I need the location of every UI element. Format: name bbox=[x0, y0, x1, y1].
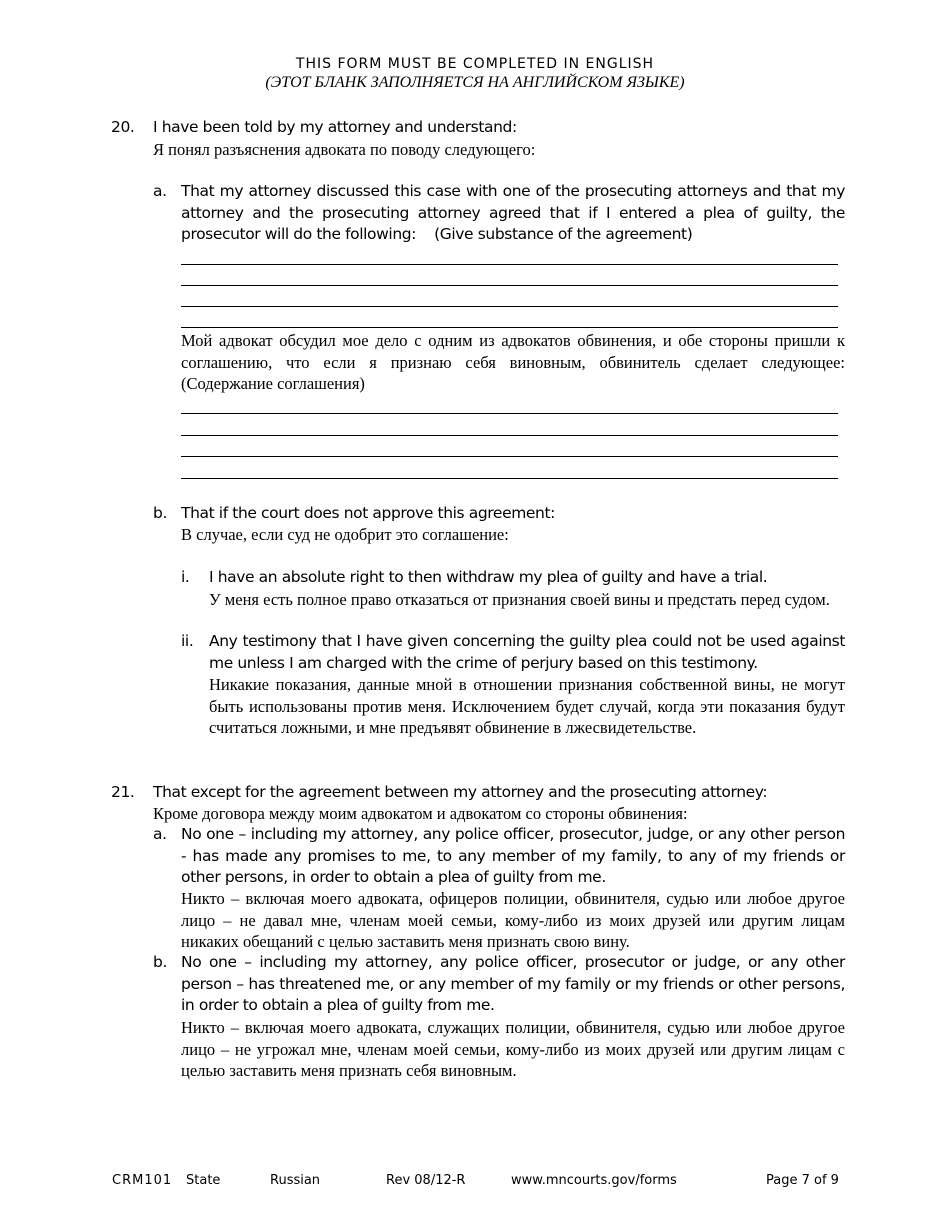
form-header-russian: (ЭТОТ БЛАНК ЗАПОЛНЯЕТСЯ НА АНГЛИЙСКОМ ЯЗЫКЕ) bbox=[265, 74, 685, 91]
agreement-blank-line-ru[interactable] bbox=[181, 413, 838, 414]
item-21a-text-ru: Никто – включая моего адвоката, офицеров полиции, обвинителя, судью или любое другое лицо – не давал мне, членам моей семьи, кому-либо из моих друзей или другим лицам никаких обещаний с целью заставить меня признать свою вину. bbox=[181, 889, 845, 951]
item-20b-ii-label: ii. bbox=[181, 632, 194, 650]
footer-state: State bbox=[186, 1173, 221, 1188]
item-20a-text-en bbox=[181, 181, 845, 246]
item-20b-i-text-ru: У меня есть полное право отказаться от признания своей вины и предстать перед судом. bbox=[209, 590, 830, 609]
agreement-blank-line[interactable] bbox=[181, 306, 838, 307]
item-20-text-en: I have been told by my attorney and understand: bbox=[153, 118, 517, 136]
item-21b-text-ru: Никто – включая моего адвоката, служащих полиции, обвинителя, судью или любое другое лицо – не угрожал мне, членам моей семьи, кому-либо из моих друзей или другим лицам с целью заставить меня признать себя виновным. bbox=[181, 1018, 845, 1080]
footer-revision: Rev 08/12-R bbox=[386, 1173, 466, 1188]
item-20a-body: That my attorney discussed this case with one of the prosecuting attorneys and that my attorney and the prosecuting attorney agreed that if I entered a plea of guilty, the prosecutor will do the following: bbox=[181, 182, 845, 243]
form-header-english: THIS FORM MUST BE COMPLETED IN ENGLISH bbox=[295, 56, 655, 72]
item-21-text-ru: Кроме договора между моим адвокатом и адвокатом со стороны обвинения: bbox=[153, 804, 688, 823]
item-20b-label: b. bbox=[153, 504, 167, 522]
agreement-blank-line[interactable] bbox=[181, 264, 838, 265]
agreement-blank-line-ru[interactable] bbox=[181, 478, 838, 479]
agreement-blank-line[interactable] bbox=[181, 285, 838, 286]
item-20a-label: a. bbox=[153, 182, 167, 200]
footer-form-id: CRM101 bbox=[112, 1173, 173, 1188]
item-20-number: 20. bbox=[111, 118, 135, 136]
item-20-text-ru: Я понял разъяснения адвоката по поводу следующего: bbox=[153, 140, 536, 159]
item-21a-label: a. bbox=[153, 825, 167, 843]
agreement-blank-line[interactable] bbox=[181, 327, 838, 328]
agreement-blank-line-ru[interactable] bbox=[181, 435, 838, 436]
footer-page-number: Page 7 of 9 bbox=[766, 1173, 839, 1188]
footer-language: Russian bbox=[270, 1173, 321, 1188]
item-21b-label: b. bbox=[153, 953, 167, 971]
item-21-text-en: That except for the agreement between my attorney and the prosecuting attorney: bbox=[153, 783, 768, 801]
item-20a-text-ru: Мой адвокат обсудил мое дело с одним из адвокатов обвинения, и обе стороны пришли к соглашению, что если я признаю себя виновным, обвинитель сделает следующее: (Содержание соглашения) bbox=[181, 331, 845, 393]
item-20b-text-ru: В случае, если суд не одобрит это соглашение: bbox=[181, 525, 509, 544]
agreement-blank-line-ru[interactable] bbox=[181, 456, 838, 457]
item-20b-i-label: i. bbox=[181, 568, 190, 586]
item-21a-text-en: No one – including my attorney, any police officer, prosecutor, judge, or any other person - has made any promises to me, to any member of my family, to any of my friends or other persons, in order to obtain a plea of guilty from me. bbox=[181, 825, 845, 886]
item-20a-note: (Give substance of the agreement) bbox=[434, 225, 693, 243]
item-20b-ii-text-ru: Никакие показания, данные мной в отношении признания собственной вины, не могут быть использованы против меня. Исключением будет случай, когда эти показания будут считаться ложными, и мне предъявят обвинение в лжесвидетельстве. bbox=[209, 675, 845, 737]
item-20b-text-en: That if the court does not approve this agreement: bbox=[181, 504, 555, 522]
item-21-number: 21. bbox=[111, 783, 135, 801]
footer-url[interactable]: www.mncourts.gov/forms bbox=[511, 1173, 677, 1188]
item-20b-i-text-en: I have an absolute right to then withdraw my plea of guilty and have a trial. bbox=[209, 568, 768, 586]
item-21b-text-en: No one – including my attorney, any police officer, prosecutor or judge, or any other person – has threatened me, or any member of my family or my friends or other persons, in order to obtain a plea of guilty from me. bbox=[181, 953, 845, 1014]
item-20b-ii-text-en: Any testimony that I have given concerning the guilty plea could not be used against me unless I am charged with the crime of perjury based on this testimony. bbox=[209, 632, 845, 672]
